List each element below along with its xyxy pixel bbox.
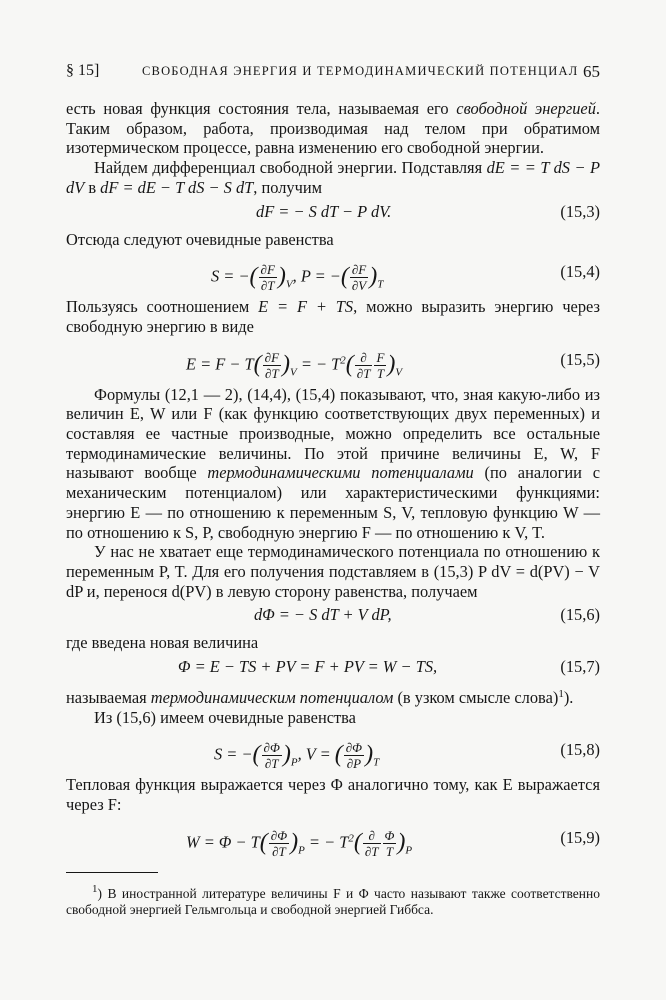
superscript: 2	[340, 353, 346, 366]
footnote	[66, 881, 600, 918]
equation-15-9	[66, 820, 600, 858]
text-run: Тепловая функция выражается через Φ аналогично тому, как E выражается через F:	[66, 775, 600, 815]
equation-number: (15,9)	[560, 827, 600, 847]
text-run: (по аналогии с механическим потенциалом) или характеристическими функциями: энергию E — по отношению к переменным S, V, тепловую функцию W — по отношению к S, P, свободную энергию F — по отношению к V, T.	[66, 463, 600, 542]
subscript: P	[405, 844, 413, 857]
inline-formula: dE = = T dS − P dV	[66, 158, 600, 197]
formula-part: = − T	[296, 353, 341, 373]
formula-part: = − T	[304, 832, 349, 852]
paragraph-obvious-equalities	[66, 230, 600, 250]
paragraph-missing-potential	[66, 542, 600, 601]
formula-part: S = −	[214, 744, 253, 764]
fraction: $\frac{\partial F}{\partial T}$	[264, 349, 280, 381]
equation-formula: W = Φ − T( $\frac{\partial\Phi}{\partial T}$ )$_P$ = − $T^2$( $\frac{\partial}{\partial T}$ $\frac{\Phi}{T}$ )$_P$	[186, 827, 413, 859]
equation-formula: S = −( $\frac{\partial F}{\partial T}$ )$_V$, P = −( $\frac{\partial F}{\partial V}$ )$_T$	[211, 262, 384, 294]
subscript: V	[290, 365, 297, 378]
equation-15-7	[66, 657, 600, 681]
footnote-divider	[66, 872, 158, 873]
book-page	[66, 62, 600, 918]
equation-formula: dF = − S dT − P dV.	[256, 201, 392, 221]
subscript: V	[285, 278, 293, 291]
text-run: . Таким образом, работа, производимая над телом при обратимом изотермическом процессе, равна изменению его свободной энергии.	[66, 99, 600, 158]
fraction: $\frac{F}{T}$	[376, 349, 385, 381]
fraction: $\frac{\partial}{\partial T}$	[356, 349, 371, 381]
text-run: Формулы (12,1 — 2), (14,4), (15,4) показывают, что, зная какую-либо из величин E, W или F (как функцию соответствующих двух переменных) и составляя ее частные производные, можно определить все остальные термодинамические величины. По этой причине величины E, W, F называют вообще	[66, 384, 600, 483]
equation-number: (15,6)	[560, 605, 600, 625]
formula-part: W = Φ − T	[186, 832, 260, 852]
fraction: $\frac{\partial\Phi}{\partial T}$	[270, 827, 288, 859]
equation-15-8	[66, 732, 600, 770]
text-run: У нас не хватает еще термодинамического потенциала по отношению к переменным P, T. Для его получения подставляем в (15,3) P dV = d(PV) − V dP и, перенося d(PV) в левую сторону равенства, получаем	[66, 542, 600, 601]
text-run: где введена новая величина	[66, 633, 259, 653]
equation-formula: Φ = E − TS + PV = F + PV = W − TS,	[178, 657, 438, 677]
text-run: называемая	[66, 688, 151, 708]
term-thermodynamic-potentials: термодинамическими потенциалами	[207, 463, 474, 483]
equation-15-4	[66, 254, 600, 292]
subscript: T	[373, 756, 380, 769]
equation-number: (15,7)	[560, 657, 600, 677]
footnote-mark: 1	[92, 882, 98, 895]
paragraph-new-quantity	[66, 633, 600, 653]
formula-part: S = −	[211, 266, 250, 286]
paragraph-differential	[66, 158, 600, 197]
equation-15-6	[66, 605, 600, 629]
page-number: 65	[583, 62, 600, 81]
subscript: P	[298, 844, 305, 857]
inline-formula: dF = dE − T dS − S dT	[100, 177, 254, 197]
formula-part: , P = −	[292, 266, 341, 286]
term-free-energy: свободной энергией	[456, 99, 596, 118]
inline-formula: E = F + TS	[258, 297, 354, 317]
fraction: $\frac{\partial F}{\partial T}$	[260, 262, 275, 294]
fraction: $\frac{\Phi}{T}$	[384, 827, 395, 859]
text-run: , получим	[253, 177, 322, 197]
equation-15-5	[66, 342, 600, 380]
paragraph-free-energy-definition	[66, 99, 600, 158]
equation-formula: dΦ = − S dT + V dP,	[254, 605, 392, 625]
text-run: (в узком смысле слова)	[393, 688, 559, 708]
footnote-marker[interactable]: 1	[558, 688, 564, 701]
paragraph-named-potential	[66, 685, 600, 708]
paragraph-heat-function	[66, 775, 600, 814]
equation-number: (15,4)	[560, 262, 600, 282]
fraction: $\frac{\partial\Phi}{\partial P}$	[345, 740, 363, 772]
section-reference: § 15]	[66, 62, 100, 79]
footnote-text: ) В иностранной литературе величины F и Φ часто называют также соответственно свободной энергией Гельмгольца и свободной энергией Гиббса.	[66, 885, 600, 917]
text-run: в	[84, 177, 101, 197]
page-body	[66, 99, 600, 918]
fraction: $\frac{\partial\Phi}{\partial T}$	[263, 740, 280, 772]
formula-part: E = F − T	[186, 353, 254, 373]
text-run: ).	[563, 688, 574, 708]
text-run: Пользуясь соотношением	[66, 297, 259, 317]
equation-number: (15,5)	[560, 349, 600, 369]
fraction: $\frac{\partial F}{\partial V}$	[351, 262, 367, 294]
text-run: Из (15,6) имеем очевидные равенства	[94, 707, 356, 727]
equation-number: (15,3)	[560, 201, 600, 221]
paragraph-from-15-6	[66, 708, 600, 728]
equation-15-3	[66, 202, 600, 226]
term-thermodynamic-potential: термодинамическим потенциалом	[150, 688, 394, 708]
running-header	[66, 62, 600, 84]
text-run: есть новая функция состояния тела, называемая его	[66, 99, 457, 118]
text-run: Отсюда следуют очевидные равенства	[66, 229, 334, 249]
subscript: P	[290, 756, 298, 769]
subscript: V	[395, 365, 403, 378]
subscript: T	[377, 278, 384, 291]
equation-formula: S = −( $\frac{\partial\Phi}{\partial T}$ )$_P$, V = ( $\frac{\partial\Phi}{\partial P}$ )$_T$	[214, 740, 380, 772]
chapter-title: СВОБОДНАЯ ЭНЕРГИЯ И ТЕРМОДИНАМИЧЕСКИЙ ПОТЕНЦИАЛ	[142, 64, 579, 78]
text-run: , можно выразить энергию через свободную энергию в виде	[66, 297, 600, 336]
paragraph-thermodynamic-potentials	[66, 385, 600, 543]
fraction: $\frac{\partial}{\partial T}$	[364, 827, 379, 859]
formula-part: , V =	[297, 744, 335, 764]
equation-number: (15,8)	[560, 740, 600, 760]
equation-formula: E = F − T( $\frac{\partial F}{\partial T}$ )$_V$ = − $T^2$( $\frac{\partial}{\partial T}$ $\frac{F}{T}$ )$_V$	[186, 349, 403, 381]
superscript: 2	[348, 832, 354, 845]
text-run: Найдем дифференциал свободной энергии. Подставляя	[94, 158, 487, 178]
paragraph-energy-relation	[66, 297, 600, 336]
